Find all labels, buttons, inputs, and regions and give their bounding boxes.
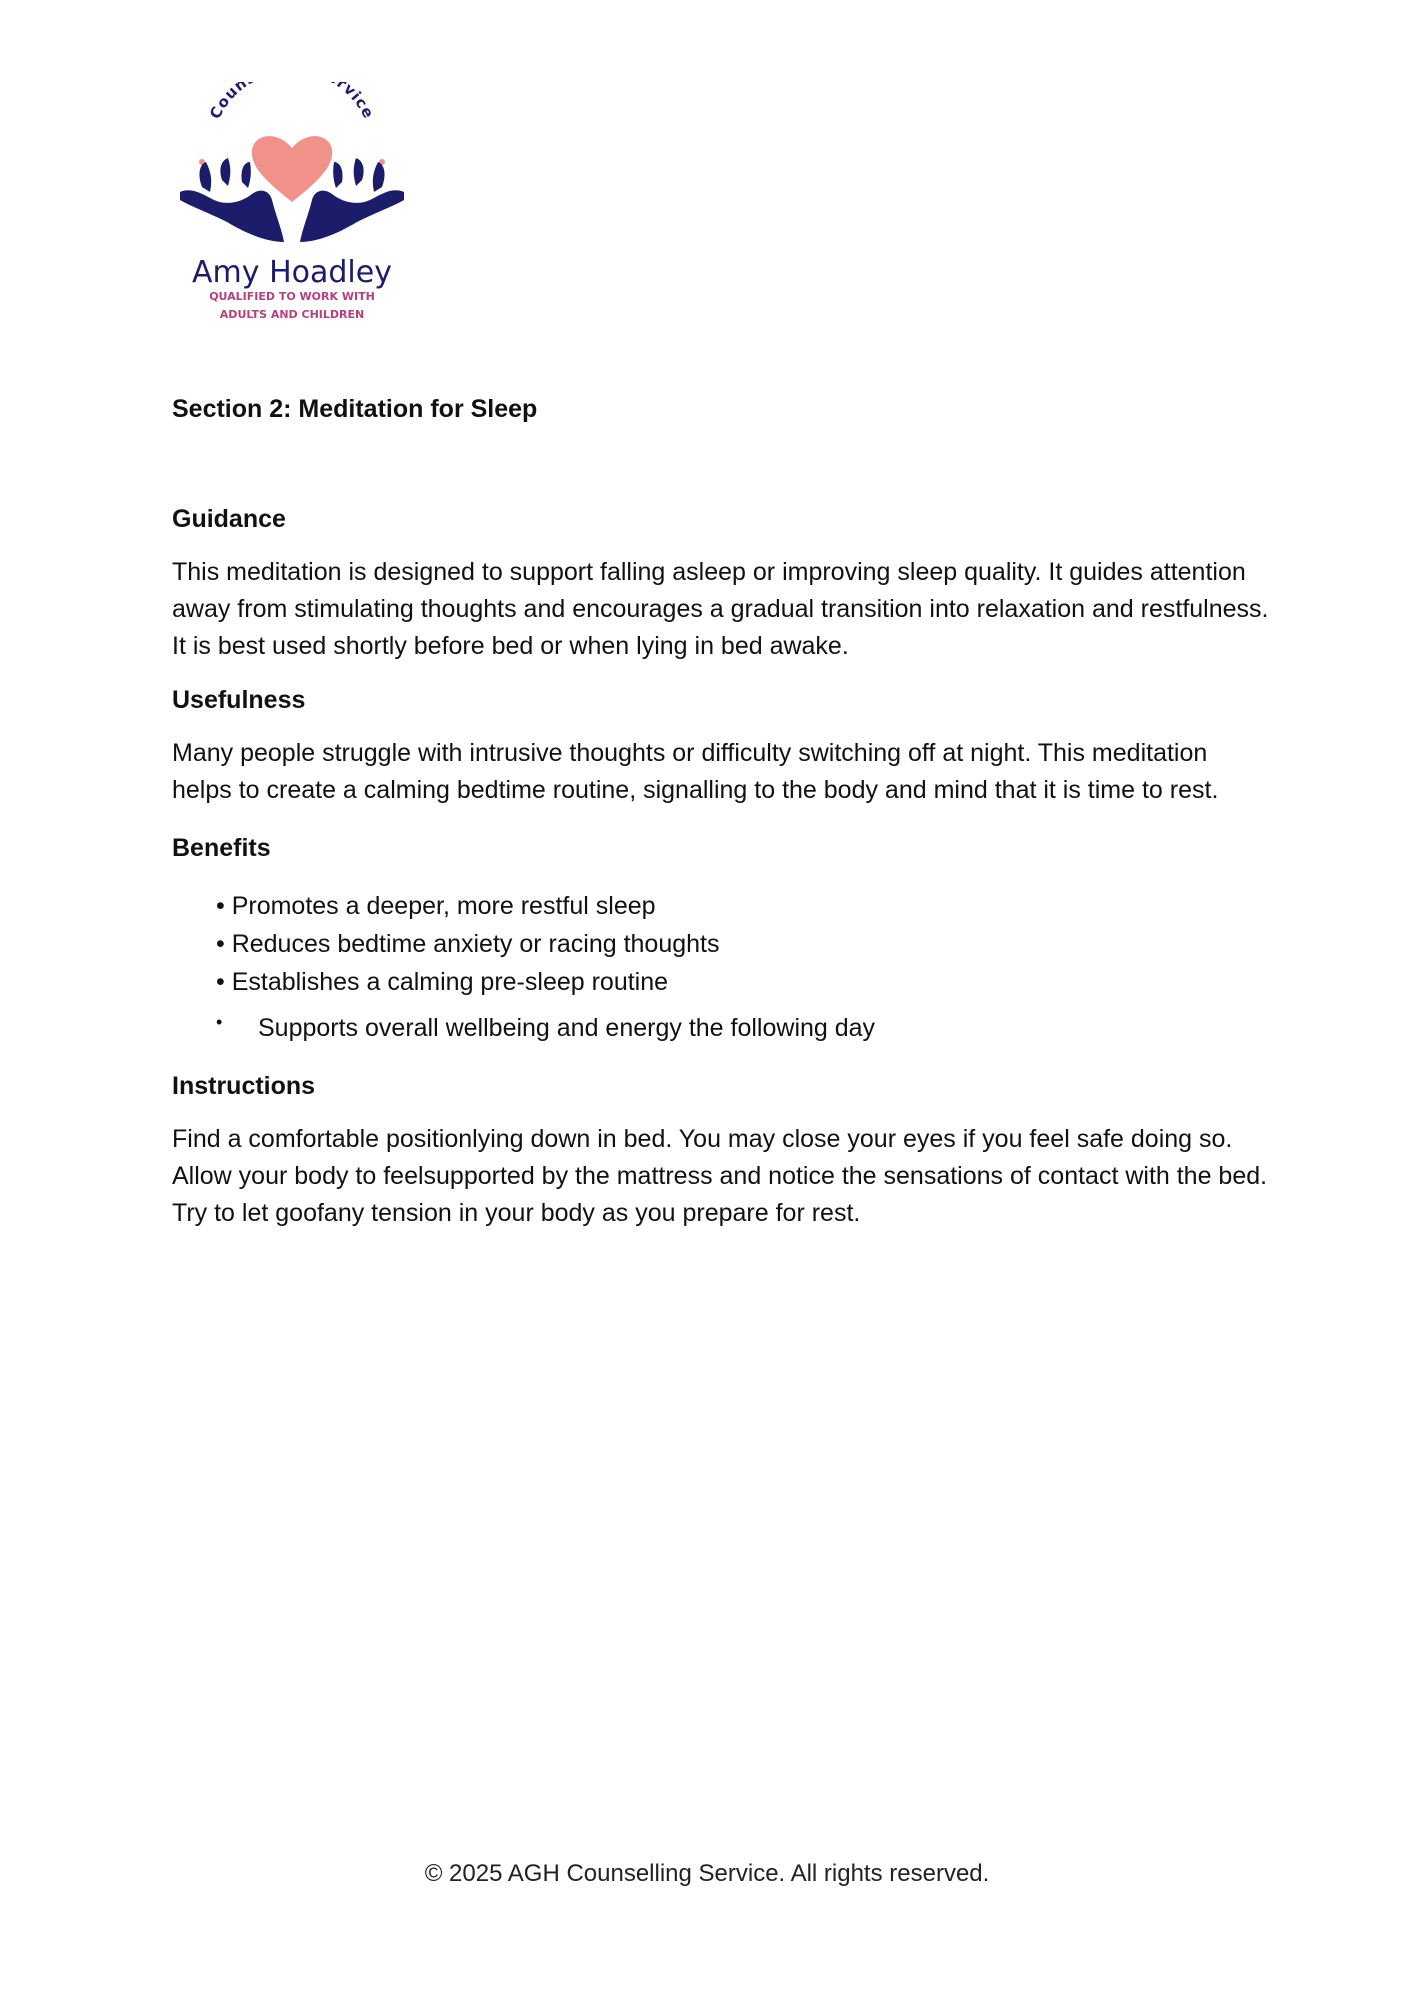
usefulness-text: Many people struggle with intrusive thoughts or difficulty switching off at night. This meditation helps to create a calming bedtime routine, signalling to the body and mind that it is time to rest. (172, 739, 1219, 804)
right-hand-icon (300, 190, 404, 242)
benefits-heading: Benefits (172, 834, 271, 862)
list-item: • Establishes a calming pre-sleep routine (216, 968, 669, 996)
guidance-heading: Guidance (172, 505, 286, 533)
bullet: • (216, 1012, 223, 1032)
list-item: • Reduces bedtime anxiety or racing thoughts (216, 930, 720, 958)
guidance-text: This meditation is designed to support falling asleep or improving sleep quality. It guides attention away from stimulating thoughts and encourages a gradual transition into relaxation and restfulness. It is best used shortly before bed or when lying in bed awake. (172, 558, 1269, 660)
copyright-footer: © 2025 AGH Counselling Service. All rights reserved. (424, 1860, 990, 1887)
logo-arc-text: Coun rvice (206, 82, 378, 122)
list-item (216, 1009, 1272, 1047)
list-item-text: Supports overall wellbeing and energy the following day (258, 1014, 876, 1042)
logo-tagline-line1: QUALIFIED TO WORK WITH (209, 290, 375, 303)
instructions-text: Find a comfortable positionlying down in bed. You may close your eyes if you feel safe doing so. Allow your body to feelsupported by the mattress and notice the sensations of contact with the bed. Try to let goofany tension in your body as you prepare for rest. (172, 1125, 1268, 1227)
logo-tagline-line2: ADULTS AND CHILDREN (219, 308, 365, 321)
left-hand-icon (180, 190, 284, 242)
list-item: • Promotes a deeper, more restful sleep (216, 892, 656, 920)
benefits-list (172, 887, 1272, 1047)
logo-name: Amy Hoadley (192, 255, 392, 290)
document-body (172, 392, 1272, 1232)
section-title: Section 2: Meditation for Sleep (172, 395, 538, 423)
usefulness-heading: Usefulness (172, 686, 306, 714)
counselling-logo (172, 82, 412, 332)
instructions-heading: Instructions (172, 1072, 316, 1100)
svg-text:Counselling Service (206, 82, 378, 122)
logo-graphic (172, 82, 412, 332)
